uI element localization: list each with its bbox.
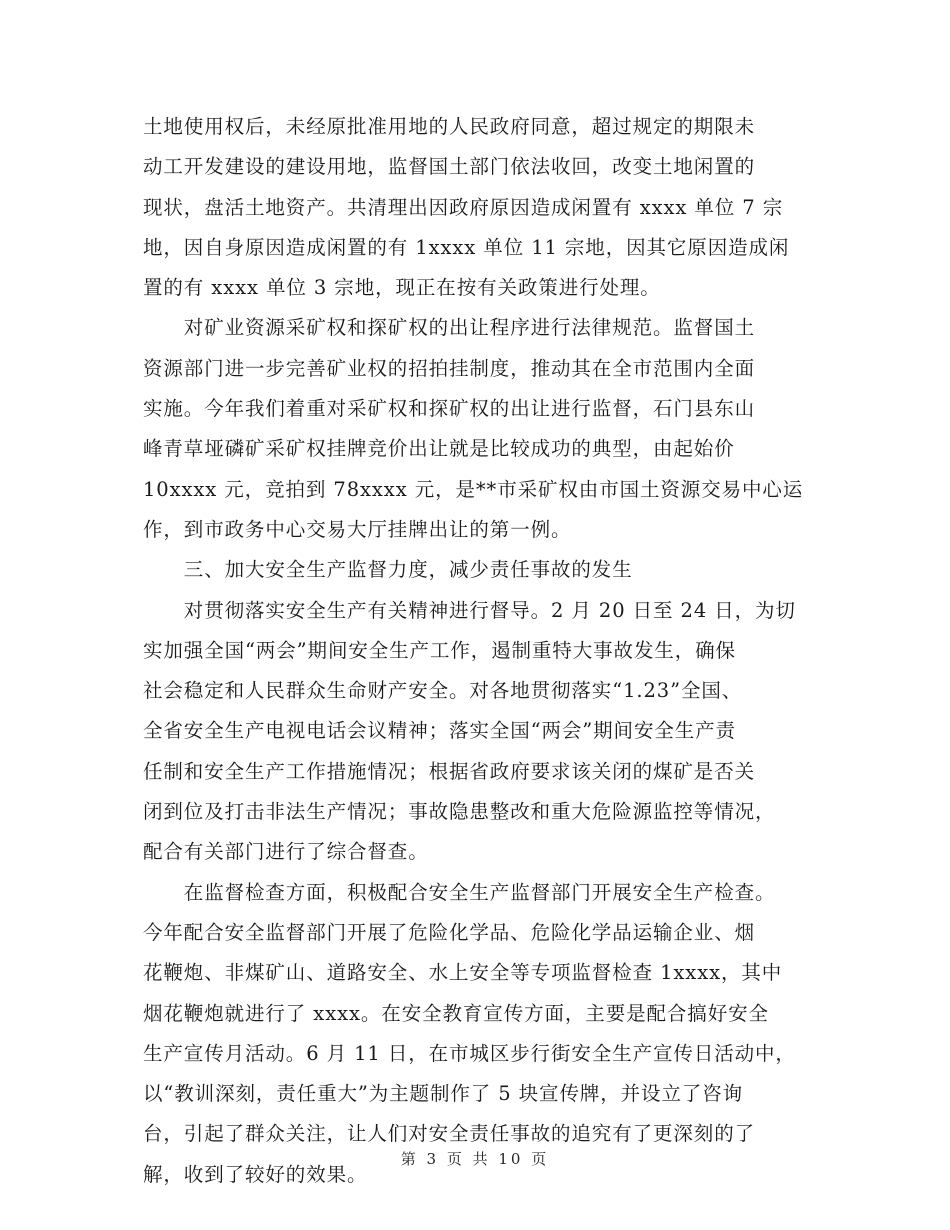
text-line: 烟花鞭炮就进行了 xxxx。在安全教育宣传方面，主要是配合搞好安全	[143, 1001, 769, 1025]
text-line: 10xxxx 元，竞拍到 78xxxx 元，是**市采矿权由市国土资源交易中心运	[143, 477, 804, 501]
text-line: 峰青草垭磷矿采矿权挂牌竞价出让就是比较成功的典型，由起始价	[143, 437, 735, 461]
text-line: 闭到位及打击非法生产情况；事故隐患整改和重大危险源监控等情况，	[143, 800, 776, 824]
text-line: 实加强全国“两会”期间安全生产工作，遏制重特大事故发生，确保	[143, 638, 736, 662]
text-line: 地，因自身原因造成闲置的有 1xxxx 单位 11 宗地，因其它原因造成闲	[143, 235, 790, 259]
page-number-footer: 第 3 页 共 10 页	[400, 1150, 550, 1168]
text-line: 对贯彻落实安全生产有关精神进行督导。2 月 20 日至 24 日，为切	[143, 598, 796, 622]
text-line: 在监督检查方面，积极配合安全生产监督部门开展安全生产检查。	[143, 880, 776, 904]
text-line: 动工开发建设的建设用地，监督国土部门依法收回，改变土地闲置的	[143, 155, 756, 179]
document-body	[143, 107, 808, 1195]
text-line: 生产宣传月活动。6 月 11 日，在市城区步行街安全生产宣传日活动中，	[143, 1041, 796, 1065]
text-line: 今年配合安全监督部门开展了危险化学品、危险化学品运输企业、烟	[143, 920, 756, 944]
text-line: 实施。今年我们着重对采矿权和探矿权的出让进行监督，石门县东山	[143, 397, 756, 421]
text-line: 作，到市政务中心交易大厅挂牌出让的第一例。	[143, 517, 572, 541]
text-line: 社会稳定和人民群众生命财产安全。对各地贯彻落实“1.23”全国、	[143, 679, 743, 703]
section-heading-safety	[143, 550, 808, 590]
text-line: 现状，盘活土地资产。共清理出因政府原因造成闲置有 xxxx 单位 7 宗	[143, 195, 784, 219]
text-line: 资源部门进一步完善矿业权的招拍挂制度，推动其在全市范围内全面	[143, 356, 756, 380]
text-line: 台，引起了群众关注，让人们对安全责任事故的追究有了更深刻的了	[143, 1122, 756, 1146]
paragraph-inspection	[143, 873, 808, 1195]
text-line: 配合有关部门进行了综合督查。	[143, 840, 429, 864]
text-line: 全省安全生产电视电话会议精神；落实全国“两会”期间安全生产责	[143, 719, 736, 743]
text-line: 任制和安全生产工作措施情况；根据省政府要求该关闭的煤矿是否关	[143, 759, 756, 783]
paragraph-safety-supervision	[143, 591, 808, 873]
text-line: 土地使用权后，未经原批准用地的人民政府同意，超过规定的期限未	[143, 115, 756, 138]
text-line: 以“教训深刻，责任重大”为主题制作了 5 块宣传牌，并设立了咨询	[143, 1082, 744, 1106]
text-line: 花鞭炮、非煤矿山、道路安全、水上安全等专项监督检查 1xxxx，其中	[143, 961, 783, 985]
paragraph-mining-rights	[143, 308, 808, 550]
text-line: 解，收到了较好的效果。	[143, 1162, 368, 1186]
paragraph-land-idle	[143, 107, 808, 308]
heading-line: 三、加大安全生产监督力度，减少责任事故的发生	[143, 558, 633, 582]
text-line: 置的有 xxxx 单位 3 宗地，现正在按有关政策进行处理。	[143, 276, 661, 300]
text-line: 对矿业资源采矿权和探矿权的出让程序进行法律规范。监督国土	[143, 316, 756, 340]
